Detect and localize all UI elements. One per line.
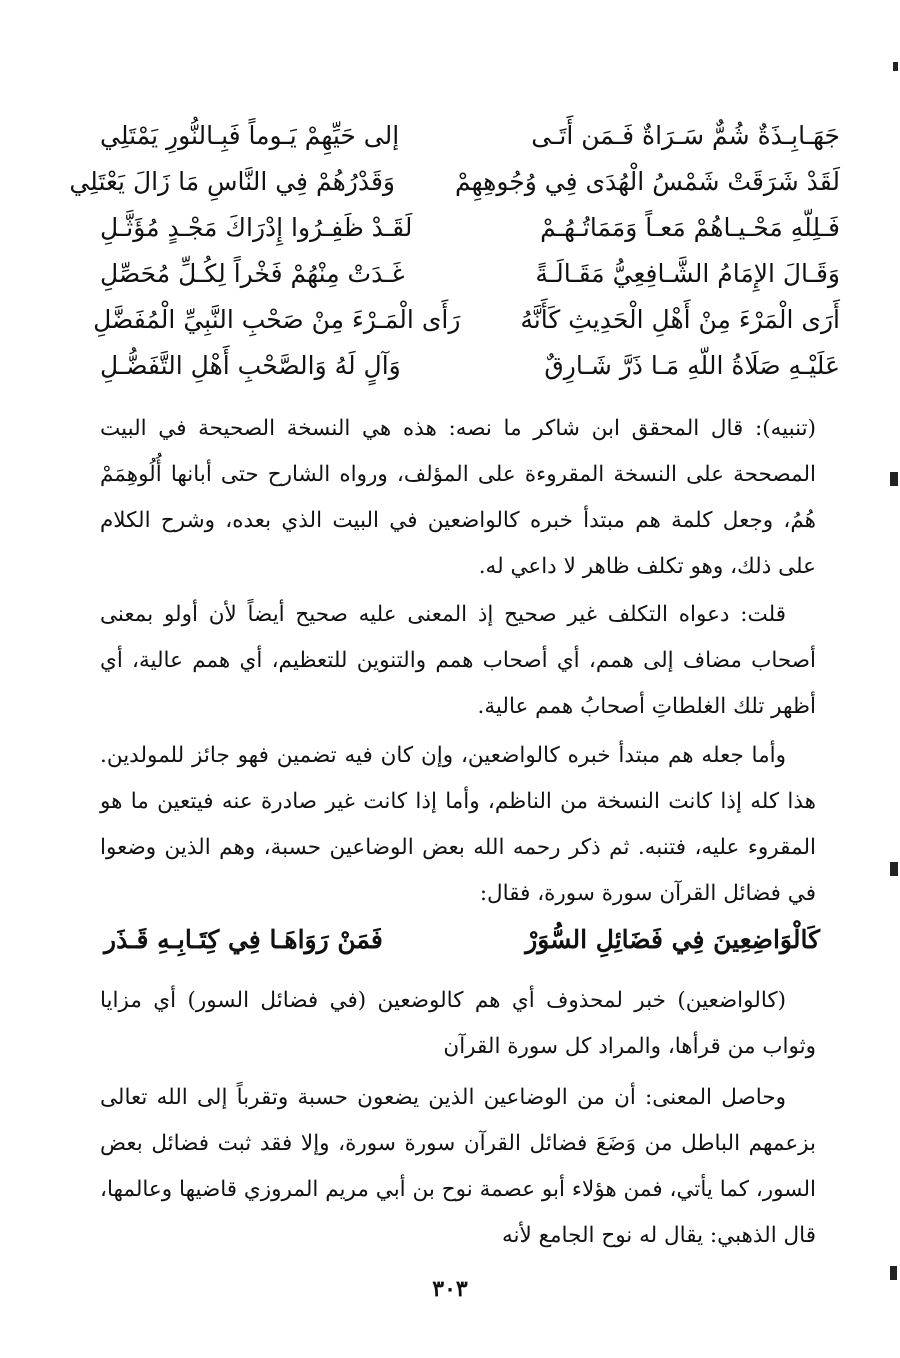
poem-line (69, 158, 840, 204)
margin-mark (890, 472, 898, 486)
first-hemistich: فَـلِلّهِ مَحْـيـاهُمْ مَعـاً وَمَمَاتُـهُـمْ (540, 212, 840, 242)
second-hemistich: رَأَى الْمَـرْءَ مِنْ صَحْبِ النَّبِيِّ الْمُفَضَّلِ (93, 304, 461, 334)
first-hemistich: أَرَى الْمَرْءَ مِنْ أَهْلِ الْحَدِيثِ كَأَنَّهُ (520, 304, 840, 334)
first-hemistich: جَهَـابِـذَةٌ شُمٌّ سَـرَاةٌ فَـمَن أَتَـى (531, 120, 840, 150)
first-hemistich: لَقَدْ شَرَقَتْ شَمْسُ الْهُدَى فِي وُجُوهِهِمْ (455, 166, 840, 196)
second-hemistich: إلى حَيِّهِمْ يَـوماً فَبِـالنُّورِ يَمْتَلِي (100, 120, 400, 150)
first-hemistich: عَلَيْـهِ صَلَاةُ اللّهِ مَـا ذَرَّ شَـارِقٌ (544, 350, 840, 380)
commentary-paragraph: وأما جعله هم مبتدأ خبره كالواضعين، وإن كان فيه تضمين فهو جائز للمولدين. هذا كله إذا كانت النسخة من الناظم، وأما إذا كانت غير صادرة عنه فيتعين ما هو المقروء عليه، فتنبه. ثم ذكر رحمه الله بعض الوضاعين حسبة، وهم الذين وضعوا في فضائل القرآن سورة سورة، فقال: (100, 743, 816, 906)
page-number: ٣٠٣ (432, 1276, 468, 1302)
poem-line (93, 296, 840, 342)
poem-line (100, 250, 840, 296)
second-hemistich: غَـدَتْ مِنْهُمْ فَخْراً لِكُـلِّ مُحَصِّلِ (100, 258, 405, 288)
second-hemistich: لَقَـدْ ظَفِـرُوا إِدْرَاكَ مَجْـدٍ مُؤَثَّـلِ (100, 212, 413, 242)
second-hemistich: وَآلٍ لَهُ وَالصَّحْبِ أَهْلِ التَّفَضُّـلِ (100, 350, 401, 380)
meaning-paragraph: وحاصل المعنى: أن من الوضاعين الذين يضعون حسبة وتقرباً إلى الله تعالى بزعمهم الباطل من وَضَعَ فضائل القرآن سورة سورة، وإلا فقد ثبت فضائل بعض السور، كما يأتي، فمن هؤلاء أبو عصمة نوح بن أبي مريم المروزي قاضيها وعالمها، قال الذهبي: يقال له نوح الجامع لأنه (100, 1085, 816, 1248)
poem-block (69, 112, 840, 388)
margin-mark (890, 862, 898, 876)
first-hemistich: وَقَـالَ الإِمَامُ الشَّـافِعِيُّ مَقَـالَـةً (535, 258, 840, 288)
note-paragraph: (تنبيه): قال المحقق ابن شاكر ما نصه: هذه هي النسخة الصحيحة في البيت المصححة على النسخة المقروءة على المؤلف، ورواه الشارح حتى أبانها أُلُوهِمَمْ هُمُ، وجعل كلمة هم مبتدأ خبره كالواضعين في البيت الذي بعده، وشرح الكلام على ذلك، وهو تكلف ظاهر لا داعي له. (100, 416, 816, 579)
poem-line (100, 204, 840, 250)
poem-line (100, 342, 840, 388)
verse-first-hemistich: كَالْوَاضِعِينَ فِي فَضَائِلِ السُّوَرْ (525, 924, 820, 954)
second-hemistich: وَقَدْرُهُمْ فِي النَّاسِ مَا زَالَ يَعْتَلِي (69, 166, 395, 196)
explanation-paragraph: (كالواضعين) خبر لمحذوف أي هم كالوضعين (في فضائل السور) أي مزايا وثواب من قرأها، والمراد كل سورة القرآن (100, 988, 816, 1059)
margin-mark (893, 62, 898, 71)
poem-line (100, 112, 840, 158)
verse-line (104, 912, 820, 966)
commentary-paragraph: قلت: دعواه التكلف غير صحيح إذ المعنى عليه صحيح أيضاً لأن أولو بمعنى أصحاب مضاف إلى همم، أي أصحاب همم والتنوين للتعظيم، أي همم عالية، أي أظهر تلك الغلطاتِ أصحابُ همم عالية. (100, 602, 816, 719)
verse-second-hemistich: فَمَنْ رَوَاهَـا فِي كِتَـابِـهِ قَـذَر (104, 924, 383, 954)
